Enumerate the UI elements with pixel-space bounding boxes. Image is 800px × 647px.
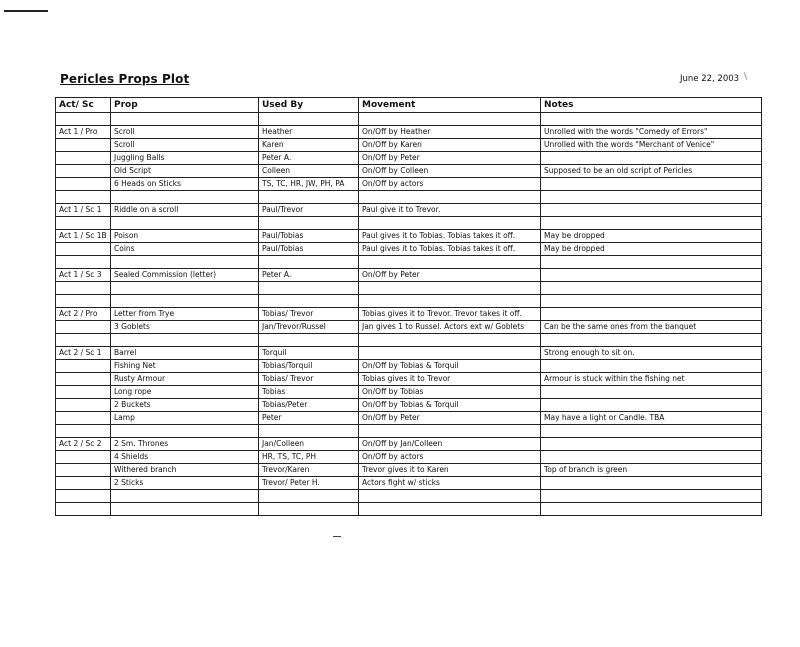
table-row bbox=[56, 230, 762, 243]
used-by-cell: TS, TC, HR, JW, PH, PA bbox=[259, 178, 359, 191]
used-by-cell: Peter A. bbox=[259, 152, 359, 165]
scan-mark bbox=[4, 10, 48, 12]
notes-cell bbox=[541, 282, 762, 295]
document-title: Pericles Props Plot bbox=[60, 72, 190, 86]
movement-cell: On/Off by Tobias & Torquil bbox=[359, 360, 541, 373]
prop-cell: Rusty Armour bbox=[111, 373, 259, 386]
prop-cell: 2 Sticks bbox=[111, 477, 259, 490]
prop-cell: Poison bbox=[111, 230, 259, 243]
act-sc-cell bbox=[56, 425, 111, 438]
notes-cell bbox=[541, 490, 762, 503]
movement-cell: On/Off by Colleen bbox=[359, 165, 541, 178]
notes-cell: Armour is stuck within the fishing net bbox=[541, 373, 762, 386]
movement-cell bbox=[359, 217, 541, 230]
table-row bbox=[56, 477, 762, 490]
act-sc-cell bbox=[56, 360, 111, 373]
header-row bbox=[56, 98, 762, 113]
notes-cell bbox=[541, 256, 762, 269]
notes-cell bbox=[541, 308, 762, 321]
table-row bbox=[56, 152, 762, 165]
prop-cell bbox=[111, 334, 259, 347]
prop-cell: Lamp bbox=[111, 412, 259, 425]
notes-cell bbox=[541, 425, 762, 438]
prop-cell: Coins bbox=[111, 243, 259, 256]
used-by-cell: Torquil bbox=[259, 347, 359, 360]
movement-cell bbox=[359, 256, 541, 269]
movement-cell: Paul gives it to Tobias. Tobias takes it off. bbox=[359, 243, 541, 256]
table-row bbox=[56, 139, 762, 152]
notes-cell bbox=[541, 334, 762, 347]
movement-cell: On/Off by actors bbox=[359, 451, 541, 464]
used-by-cell: Tobias/ Trevor bbox=[259, 308, 359, 321]
table-row bbox=[56, 386, 762, 399]
table-row bbox=[56, 360, 762, 373]
prop-cell: 6 Heads on Sticks bbox=[111, 178, 259, 191]
used-by-cell: Paul/Tobias bbox=[259, 230, 359, 243]
movement-cell: On/Off by Peter bbox=[359, 269, 541, 282]
prop-cell bbox=[111, 282, 259, 295]
act-sc-cell bbox=[56, 477, 111, 490]
notes-cell bbox=[541, 503, 762, 516]
prop-cell: Withered branch bbox=[111, 464, 259, 477]
movement-cell: Paul give it to Trevor. bbox=[359, 204, 541, 217]
used-by-cell: Trevor/ Peter H. bbox=[259, 477, 359, 490]
table-row bbox=[56, 399, 762, 412]
prop-cell bbox=[111, 256, 259, 269]
header-movement: Movement bbox=[359, 98, 541, 113]
notes-cell: May be dropped bbox=[541, 243, 762, 256]
header-notes: Notes bbox=[541, 98, 762, 113]
table-row bbox=[56, 412, 762, 425]
used-by-cell: Tobias/ Trevor bbox=[259, 373, 359, 386]
prop-cell: 4 Shields bbox=[111, 451, 259, 464]
act-sc-cell: Act 2 / Sc 1 bbox=[56, 347, 111, 360]
movement-cell: Tobias gives it to Trevor bbox=[359, 373, 541, 386]
act-sc-cell: Act 1 / Sc 1B bbox=[56, 230, 111, 243]
movement-cell bbox=[359, 347, 541, 360]
table-row bbox=[56, 178, 762, 191]
notes-cell bbox=[541, 152, 762, 165]
table-row bbox=[56, 425, 762, 438]
act-sc-cell bbox=[56, 256, 111, 269]
table-row bbox=[56, 503, 762, 516]
used-by-cell: HR, TS, TC, PH bbox=[259, 451, 359, 464]
prop-cell bbox=[111, 295, 259, 308]
used-by-cell: Jan/Trevor/Russel bbox=[259, 321, 359, 334]
prop-cell: 3 Goblets bbox=[111, 321, 259, 334]
table-row bbox=[56, 464, 762, 477]
act-sc-cell bbox=[56, 282, 111, 295]
movement-cell: On/Off by Heather bbox=[359, 126, 541, 139]
movement-cell: On/Off by Peter bbox=[359, 412, 541, 425]
act-sc-cell bbox=[56, 412, 111, 425]
table-row bbox=[56, 321, 762, 334]
notes-cell bbox=[541, 451, 762, 464]
table-row bbox=[56, 308, 762, 321]
notes-cell bbox=[541, 386, 762, 399]
act-sc-cell bbox=[56, 191, 111, 204]
act-sc-cell bbox=[56, 334, 111, 347]
notes-cell bbox=[541, 477, 762, 490]
prop-cell: Old Script bbox=[111, 165, 259, 178]
prop-cell: Sealed Commission (letter) bbox=[111, 269, 259, 282]
table-row bbox=[56, 282, 762, 295]
movement-cell bbox=[359, 490, 541, 503]
act-sc-cell: Act 1 / Pro bbox=[56, 126, 111, 139]
used-by-cell: Paul/Trevor bbox=[259, 204, 359, 217]
movement-cell: Trevor gives it to Karen bbox=[359, 464, 541, 477]
act-sc-cell bbox=[56, 386, 111, 399]
document-date: June 22, 2003 bbox=[680, 74, 740, 84]
act-sc-cell bbox=[56, 321, 111, 334]
header-act-sc: Act/ Sc bbox=[56, 98, 111, 113]
notes-cell bbox=[541, 113, 762, 126]
act-sc-cell bbox=[56, 243, 111, 256]
prop-cell bbox=[111, 217, 259, 230]
used-by-cell bbox=[259, 490, 359, 503]
prop-cell bbox=[111, 113, 259, 126]
prop-cell: Letter from Trye bbox=[111, 308, 259, 321]
notes-cell bbox=[541, 191, 762, 204]
notes-cell: Strong enough to sit on. bbox=[541, 347, 762, 360]
act-sc-cell bbox=[56, 399, 111, 412]
prop-cell: Juggling Balls bbox=[111, 152, 259, 165]
used-by-cell: Trevor/Karen bbox=[259, 464, 359, 477]
notes-cell bbox=[541, 399, 762, 412]
props-table bbox=[55, 97, 762, 516]
act-sc-cell: Act 2 / Sc 2 bbox=[56, 438, 111, 451]
movement-cell bbox=[359, 295, 541, 308]
notes-cell: Unrolled with the words "Comedy of Errors" bbox=[541, 126, 762, 139]
act-sc-cell bbox=[56, 217, 111, 230]
used-by-cell: Heather bbox=[259, 126, 359, 139]
movement-cell: On/Off by Karen bbox=[359, 139, 541, 152]
act-sc-cell: Act 1 / Sc 3 bbox=[56, 269, 111, 282]
scan-dash bbox=[333, 536, 341, 537]
table-row bbox=[56, 256, 762, 269]
used-by-cell bbox=[259, 282, 359, 295]
movement-cell: Paul gives it to Tobias. Tobias takes it off. bbox=[359, 230, 541, 243]
movement-cell: On/Off by Tobias bbox=[359, 386, 541, 399]
header-prop: Prop bbox=[111, 98, 259, 113]
table-row bbox=[56, 373, 762, 386]
notes-cell bbox=[541, 295, 762, 308]
table-row bbox=[56, 204, 762, 217]
movement-cell bbox=[359, 191, 541, 204]
notes-cell bbox=[541, 269, 762, 282]
notes-cell: May be dropped bbox=[541, 230, 762, 243]
prop-cell: Scroll bbox=[111, 139, 259, 152]
act-sc-cell: Act 1 / Sc 1 bbox=[56, 204, 111, 217]
used-by-cell: Tobias bbox=[259, 386, 359, 399]
prop-cell: 2 Sm. Thrones bbox=[111, 438, 259, 451]
act-sc-cell bbox=[56, 503, 111, 516]
prop-cell bbox=[111, 490, 259, 503]
table-row bbox=[56, 217, 762, 230]
prop-cell: Scroll bbox=[111, 126, 259, 139]
used-by-cell: Tobias/Torquil bbox=[259, 360, 359, 373]
table-row bbox=[56, 334, 762, 347]
act-sc-cell bbox=[56, 490, 111, 503]
act-sc-cell bbox=[56, 178, 111, 191]
act-sc-cell: Act 2 / Pro bbox=[56, 308, 111, 321]
movement-cell: On/Off by Jan/Colleen bbox=[359, 438, 541, 451]
table-row bbox=[56, 243, 762, 256]
act-sc-cell bbox=[56, 139, 111, 152]
movement-cell: On/Off by actors bbox=[359, 178, 541, 191]
table-row bbox=[56, 191, 762, 204]
movement-cell bbox=[359, 113, 541, 126]
table-row bbox=[56, 347, 762, 360]
used-by-cell: Jan/Colleen bbox=[259, 438, 359, 451]
prop-cell bbox=[111, 191, 259, 204]
prop-cell bbox=[111, 503, 259, 516]
table-row bbox=[56, 165, 762, 178]
used-by-cell: Peter A. bbox=[259, 269, 359, 282]
act-sc-cell bbox=[56, 464, 111, 477]
used-by-cell: Paul/Tobias bbox=[259, 243, 359, 256]
notes-cell bbox=[541, 360, 762, 373]
prop-cell: Fishing Net bbox=[111, 360, 259, 373]
movement-cell: Actors fight w/ sticks bbox=[359, 477, 541, 490]
used-by-cell: Peter bbox=[259, 412, 359, 425]
notes-cell bbox=[541, 178, 762, 191]
prop-cell: 2 Buckets bbox=[111, 399, 259, 412]
movement-cell: On/Off by Peter bbox=[359, 152, 541, 165]
notes-cell bbox=[541, 438, 762, 451]
notes-cell: May have a light or Candle. TBA bbox=[541, 412, 762, 425]
movement-cell bbox=[359, 425, 541, 438]
used-by-cell bbox=[259, 191, 359, 204]
used-by-cell bbox=[259, 295, 359, 308]
scan-tick bbox=[744, 72, 748, 80]
used-by-cell: Colleen bbox=[259, 165, 359, 178]
used-by-cell bbox=[259, 334, 359, 347]
used-by-cell bbox=[259, 113, 359, 126]
notes-cell: Can be the same ones from the banquet bbox=[541, 321, 762, 334]
table-body bbox=[56, 113, 762, 516]
notes-cell bbox=[541, 204, 762, 217]
act-sc-cell bbox=[56, 152, 111, 165]
prop-cell bbox=[111, 425, 259, 438]
table-row bbox=[56, 113, 762, 126]
prop-cell: Long rope bbox=[111, 386, 259, 399]
act-sc-cell bbox=[56, 451, 111, 464]
table-row bbox=[56, 126, 762, 139]
used-by-cell bbox=[259, 256, 359, 269]
notes-cell: Supposed to be an old script of Pericles bbox=[541, 165, 762, 178]
act-sc-cell bbox=[56, 295, 111, 308]
movement-cell bbox=[359, 334, 541, 347]
table-row bbox=[56, 295, 762, 308]
prop-cell: Barrel bbox=[111, 347, 259, 360]
movement-cell bbox=[359, 503, 541, 516]
used-by-cell bbox=[259, 425, 359, 438]
movement-cell bbox=[359, 282, 541, 295]
prop-cell: Riddle on a scroll bbox=[111, 204, 259, 217]
header-used-by: Used By bbox=[259, 98, 359, 113]
used-by-cell: Tobias/Peter bbox=[259, 399, 359, 412]
movement-cell: On/Off by Tobias & Torquil bbox=[359, 399, 541, 412]
act-sc-cell bbox=[56, 113, 111, 126]
used-by-cell: Karen bbox=[259, 139, 359, 152]
used-by-cell bbox=[259, 217, 359, 230]
notes-cell: Top of branch is green bbox=[541, 464, 762, 477]
act-sc-cell bbox=[56, 165, 111, 178]
table-row bbox=[56, 490, 762, 503]
notes-cell: Unrolled with the words "Merchant of Venice" bbox=[541, 139, 762, 152]
table-row bbox=[56, 438, 762, 451]
notes-cell bbox=[541, 217, 762, 230]
table-row bbox=[56, 451, 762, 464]
table-row bbox=[56, 269, 762, 282]
act-sc-cell bbox=[56, 373, 111, 386]
used-by-cell bbox=[259, 503, 359, 516]
movement-cell: Tobias gives it to Trevor. Trevor takes it off. bbox=[359, 308, 541, 321]
movement-cell: Jan gives 1 to Russel. Actors ext w/ Goblets bbox=[359, 321, 541, 334]
